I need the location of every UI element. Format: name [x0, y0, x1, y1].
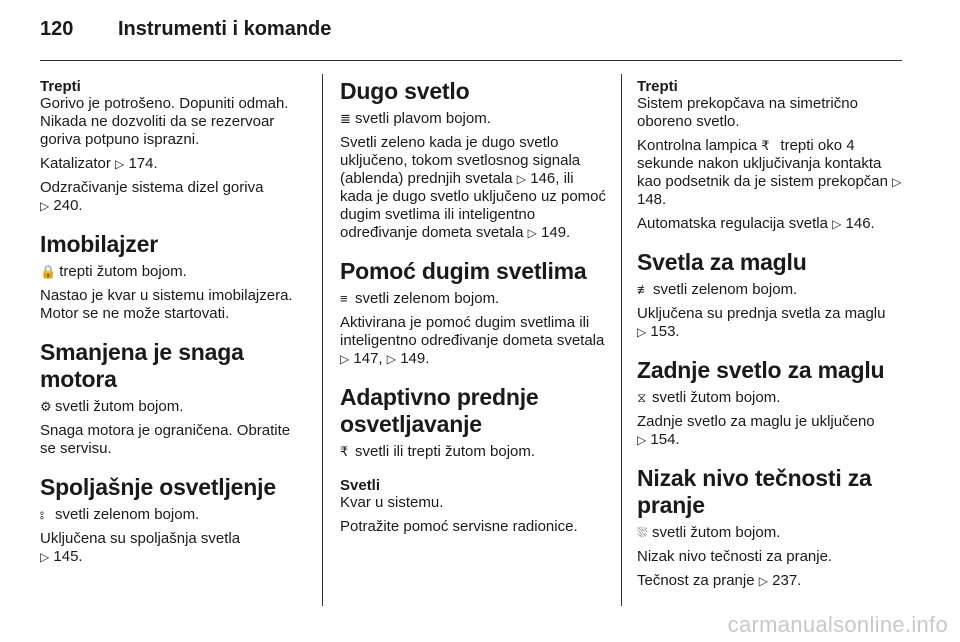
section-heading: Spoljašnje osvetljenje: [40, 474, 276, 500]
section-heading: Adaptivno prednje osvetljavanje: [340, 384, 539, 437]
watermark: carmanualsonline.info: [727, 612, 948, 637]
paragraph-text: svetli plavom bojom.: [355, 110, 491, 127]
paragraph: [340, 110, 608, 128]
column-3: [637, 78, 905, 596]
right-arrow-ref-icon: ▷: [527, 226, 537, 240]
paragraph: Snaga motora je ograničena. Obratite se servisu.: [40, 422, 291, 457]
column-divider-2: [621, 74, 622, 606]
paragraph-text: Svetli zeleno kada je dugo svetlo uključeno, tokom svetlosnog signala (ablenda) prednjih svetala: [340, 134, 581, 187]
column-2: [340, 78, 608, 542]
paragraph-text: Automatska regulacija svetla: [637, 215, 828, 232]
paragraph: [340, 290, 608, 308]
paragraph-text: svetli zelenom bojom.: [355, 290, 500, 307]
right-arrow-ref-icon: ▷: [386, 352, 397, 366]
section-heading: Dugo svetlo: [340, 78, 470, 104]
paragraph: [340, 134, 608, 242]
paragraph-text: Uključena su spoljašnja svetla: [40, 530, 241, 547]
adaptive-light-icon: ₹: [340, 444, 349, 459]
right-arrow-ref-icon: ▷: [340, 352, 350, 366]
paragraph-text: svetli žutom bojom.: [55, 398, 184, 415]
paragraph-text: Aktivirana je pomoć dugim svetlima ili inteligentno određivanje dometa svetala: [340, 314, 605, 349]
paragraph-text: svetli zelenom bojom.: [653, 281, 798, 298]
paragraph-text: svetli žutom bojom.: [652, 389, 781, 406]
paragraph-text: svetli žutom bojom.: [652, 524, 781, 541]
right-arrow-ref-icon: ▷: [115, 157, 125, 171]
chapter-title: Instrumenti i komande: [118, 18, 332, 40]
paragraph: [637, 215, 905, 233]
header-divider: [40, 60, 902, 61]
paragraph: [637, 137, 905, 209]
front-fog-icon: ≢: [637, 282, 650, 297]
paragraph: [637, 281, 905, 299]
right-arrow-ref-icon: ▷: [40, 199, 50, 213]
section-heading: Svetla za maglu: [637, 249, 807, 275]
section-heading: Nizak nivo tečnosti za pranje: [637, 465, 872, 518]
paragraph: Sistem prekopčava na simetrično oboreno svetlo.: [637, 95, 858, 130]
page-reference-link[interactable]: 146.: [845, 215, 875, 232]
page-reference-link[interactable]: 240.: [53, 197, 83, 214]
right-arrow-ref-icon: ▷: [892, 175, 902, 189]
paragraph: [637, 572, 905, 590]
section-heading: Trepti: [637, 78, 678, 95]
paragraph: [40, 263, 308, 281]
paragraph: Nastao je kvar u sistemu imobilajzera. Motor se ne može startovati.: [40, 287, 293, 322]
page-reference-link[interactable]: 154.: [650, 431, 680, 448]
page-reference-link[interactable]: 149.: [541, 224, 571, 241]
paragraph: [637, 413, 905, 449]
washer-fluid-icon: ⛆: [637, 525, 648, 540]
paragraph-text: svetli ili trepti žutom bojom.: [355, 443, 536, 460]
section-heading: Zadnje svetlo za maglu: [637, 357, 885, 383]
section-heading: Svetli: [340, 477, 381, 494]
paragraph: Kvar u sistemu.: [340, 494, 444, 511]
paragraph-text: Uključena su prednja svetla za maglu: [637, 305, 886, 322]
sidelights-icon: ⦂: [40, 507, 44, 522]
page-reference-link[interactable]: 145.: [53, 548, 83, 565]
paragraph: [340, 443, 608, 461]
paragraph-text: svetli zelenom bojom.: [55, 506, 200, 523]
paragraph: [40, 155, 308, 173]
right-arrow-ref-icon: ▷: [637, 433, 647, 447]
car-lock-icon: 🔒: [40, 264, 57, 279]
paragraph-text: Katalizator: [40, 155, 111, 172]
page-reference-link[interactable]: 153.: [650, 323, 680, 340]
page-reference-link[interactable]: 148.: [637, 191, 667, 208]
paragraph: [637, 524, 905, 542]
paragraph-text: Tečnost za pranje: [637, 572, 755, 589]
paragraph: [40, 179, 308, 215]
paragraph-text: trepti oko 4 sekunde nakon uključivanja kontakta kao podsetnik da je sistem prekopčan: [637, 137, 888, 190]
paragraph-text: 146, ili kada je dugo svetlo uključeno uz pomoć dugim svetlima ili inteligentno određivanje dometa svetala: [340, 170, 607, 241]
page-reference-link[interactable]: 147,: [353, 350, 383, 367]
high-beam-assist-icon: ≡: [340, 291, 348, 306]
page-reference-link[interactable]: 149.: [400, 350, 430, 367]
rear-fog-icon: ⧖: [637, 390, 647, 405]
paragraph-text: trepti žutom bojom.: [59, 263, 187, 280]
paragraph: [637, 305, 905, 341]
right-arrow-ref-icon: ▷: [832, 217, 842, 231]
paragraph: [637, 389, 905, 407]
right-arrow-ref-icon: ▷: [637, 325, 647, 339]
page-reference-link[interactable]: 174.: [128, 155, 158, 172]
section-heading: Imobilajzer: [40, 231, 158, 257]
page-reference-link[interactable]: 237.: [772, 572, 802, 589]
section-heading: Smanjena je snaga motora: [40, 339, 244, 392]
paragraph-text: Kontrolna lampica: [637, 137, 758, 154]
section-heading: Trepti: [40, 78, 81, 95]
paragraph: [40, 530, 308, 566]
paragraph: Potražite pomoć servisne radionice.: [340, 518, 578, 535]
paragraph: [40, 506, 308, 524]
right-arrow-ref-icon: ▷: [758, 574, 768, 588]
paragraph-text: Odzračivanje sistema dizel goriva: [40, 179, 264, 196]
paragraph: Gorivo je potrošeno. Dopuniti odmah. Nikada ne dozvoliti da se rezervoar goriva potpuno isprazni.: [40, 95, 289, 148]
high-beam-icon: ≣: [340, 111, 351, 126]
page-number: 120: [40, 18, 74, 40]
right-arrow-ref-icon: ▷: [40, 550, 50, 564]
paragraph: [40, 398, 308, 416]
column-1: [40, 78, 308, 572]
section-heading: Pomoć dugim svetlima: [340, 258, 587, 284]
paragraph-text: Zadnje svetlo za maglu je uključeno: [637, 413, 875, 430]
adaptive-light-icon: ₹: [761, 138, 770, 153]
engine-reduced-icon: ⚙: [40, 399, 52, 414]
right-arrow-ref-icon: ▷: [516, 172, 527, 186]
paragraph: Nizak nivo tečnosti za pranje.: [637, 548, 833, 565]
column-divider-1: [322, 74, 323, 606]
page-header: [40, 18, 902, 48]
paragraph: [340, 314, 608, 368]
